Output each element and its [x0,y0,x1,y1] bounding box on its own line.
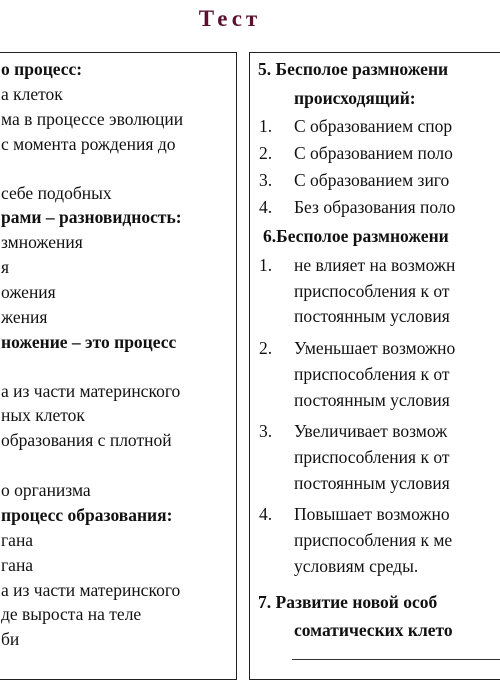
q6-option-line: постоянным условия [294,390,450,410]
left-line: де выроста на теле [1,604,142,624]
q5-option-text: С образованием спор [294,116,453,136]
q6-option-line: Уменьшает возможно [294,338,456,358]
left-line: гана [1,555,34,575]
page-title: Тест [198,6,262,31]
left-line: процесс образования: [1,505,173,525]
q5-option-number: 3. [259,170,273,190]
q6-option-number: 2. [259,338,273,358]
q7-title-line2: соматических клето [294,620,453,640]
left-line: гана [1,530,34,550]
left-line: рами – разновидность: [1,207,182,227]
q6-option-line: Увеличивает возмож [294,421,448,441]
left-line: би [1,629,20,649]
left-line: с момента рождения до [1,134,176,154]
q6-title: 6.Бесполое размножени [263,226,449,246]
q6-option-number: 1. [259,255,273,275]
q6-option-line: постоянным условия [294,306,450,326]
q6-option-line: приспособления к от [294,281,450,301]
q5-title-line2: происходящий: [294,88,416,108]
left-line: о процесс: [1,59,83,79]
q6-option-line: приспособления к от [294,364,450,384]
q5-option-text: Без образования поло [294,197,456,217]
left-column [0,52,237,680]
q6-option-line: Повышает возможно [294,504,450,524]
left-line: образования с плотной [1,430,172,450]
left-line: змножения [1,232,83,252]
q5-option-number: 4. [259,197,273,217]
q5-title-line1: 5. Бесполое размножени [258,59,449,79]
left-line: ножение – это процесс [1,332,177,352]
q6-option-number: 4. [259,504,273,524]
q5-option-number: 2. [259,143,273,163]
answer-blank-line[interactable] [292,659,500,660]
left-line: себе подобных [1,183,112,203]
left-line: а клеток [1,84,63,104]
q7-title-line1: 7. Развитие новой особ [258,592,438,612]
q6-option-line: не влияет на возможн [294,255,456,275]
q6-option-number: 3. [259,421,273,441]
q6-option-line: приспособления к ме [294,530,453,550]
left-line: я [1,257,10,277]
q5-option-text: С образованием зиго [294,170,450,190]
q5-option-text: С образованием поло [294,143,453,163]
left-line: а из части материнского [1,381,181,401]
left-line: ных клеток [1,405,85,425]
left-line: а из части материнского [1,580,181,600]
left-line: ожения [1,282,56,302]
q6-option-line: постоянным условия [294,473,450,493]
left-line: жения [1,307,48,327]
q6-option-line: приспособления к от [294,447,450,467]
q6-option-line: условиям среды. [294,556,419,576]
q5-option-number: 1. [259,116,273,136]
left-line: ма в процессе эволюции [1,109,184,129]
right-column [249,52,500,680]
left-line: о организма [1,480,91,500]
